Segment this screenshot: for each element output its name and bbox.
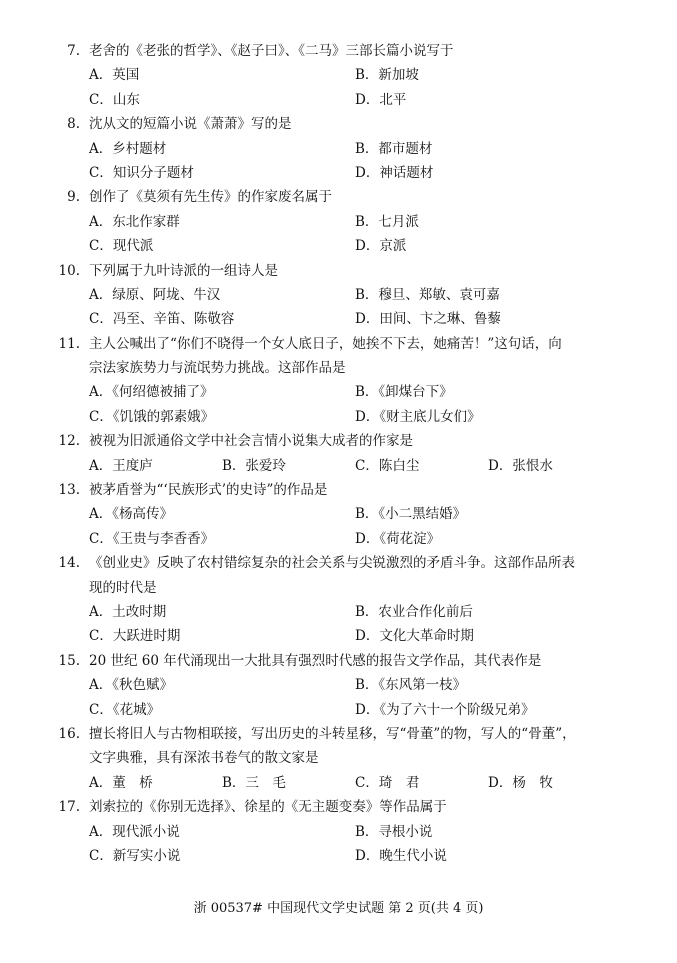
answer-option: C．陈白尘 (355, 457, 420, 474)
question-text: 擅长将旧人与古物相联接，写出历史的斗转星移，写“骨董”的物，写人的“骨董”， (89, 725, 576, 742)
answer-option: B．穆旦、郑敏、袁可嘉 (355, 286, 500, 303)
question-stem-line (0, 332, 677, 356)
answer-option: C．新写实小说 (89, 847, 181, 864)
answer-option: B．《小二黑结婚》 (355, 506, 467, 523)
question-number: 12. (58, 433, 80, 450)
question-text: 老舍的《老张的哲学》、《赵子曰》、《二马》三部长篇小说写于 (89, 43, 454, 59)
answer-option: D．杨 牧 (488, 774, 553, 791)
option-row (0, 454, 677, 478)
answer-option: C．《王贵与李香香》 (89, 530, 215, 547)
question-text: 被茅盾誉为“‘民族形式’的史诗”的作品是 (89, 482, 328, 499)
option-row (0, 698, 677, 722)
question-block (0, 795, 677, 868)
answer-option: D．《为了六十一个阶级兄弟》 (355, 701, 535, 718)
option-row (0, 234, 677, 258)
answer-option: C．大跃进时期 (89, 628, 181, 645)
option-row (0, 624, 677, 648)
page-footer: 浙 00537# 中国现代文学史试题 第 2 页(共 4 页) (193, 901, 484, 916)
question-stem-line (0, 429, 677, 453)
question-stem-line (0, 795, 677, 819)
question-number: 15. (58, 652, 80, 669)
answer-option: B．寻根小说 (355, 823, 433, 840)
question-text: 下列属于九叶诗派的一组诗人是 (89, 262, 278, 279)
question-number: 16. (58, 725, 80, 742)
answer-option: A．乡村题材 (89, 140, 167, 157)
answer-option: D．田间、卞之琳、鲁藜 (355, 311, 501, 328)
question-block (0, 112, 677, 185)
question-number: 11. (58, 335, 80, 352)
question-block (0, 551, 677, 649)
option-row (0, 137, 677, 161)
answer-option: B．《东风第一枝》 (355, 677, 467, 694)
answer-option: C．知识分子题材 (89, 164, 194, 181)
answer-option: D．文化大革命时期 (355, 628, 474, 645)
answer-option: A．现代派小说 (89, 823, 180, 840)
answer-option: B．《卸煤台下》 (355, 384, 453, 401)
question-text: 被视为旧派通俗文学中社会言情小说集大成者的作家是 (89, 433, 413, 450)
answer-option: B．张爱玲 (222, 457, 286, 474)
question-number: 17. (58, 799, 80, 816)
answer-option: C．琦 君 (355, 774, 420, 791)
question-stem-line (0, 551, 677, 575)
question-number: 10. (58, 262, 80, 279)
question-block (0, 478, 677, 551)
option-row (0, 844, 677, 868)
question-number: 13. (58, 482, 80, 499)
question-block (0, 259, 677, 332)
option-row (0, 771, 677, 795)
question-number: 7. (67, 43, 80, 59)
answer-option: A．《秋色赋》 (89, 677, 173, 694)
question-stem-line (0, 722, 677, 746)
answer-option: C．冯至、辛笛、陈敬容 (89, 311, 235, 328)
exam-page (0, 39, 677, 868)
question-number: 14. (58, 555, 80, 572)
answer-option: C．《花城》 (89, 701, 161, 718)
option-row (0, 405, 677, 429)
question-stem-line (0, 39, 677, 63)
question-stem-line (0, 112, 677, 136)
answer-option: C．山东 (89, 91, 140, 108)
answer-option: D．北平 (355, 91, 407, 108)
question-number: 9. (67, 189, 80, 206)
answer-option: B．新加坡 (355, 67, 419, 84)
answer-option: A．董 桥 (89, 774, 153, 791)
answer-option: C．《饥饿的郭素娥》 (89, 408, 215, 425)
option-row (0, 380, 677, 404)
option-row (0, 88, 677, 112)
question-text: 刘索拉的《你别无选择》、徐星的《无主题变奏》等作品属于 (89, 799, 447, 816)
question-text: 《创业史》反映了农村错综复杂的社会关系与尖锐激烈的矛盾斗争。这部作品所表 (89, 555, 575, 572)
question-block (0, 649, 677, 722)
option-row (0, 673, 677, 697)
answer-option: D．京派 (355, 238, 407, 255)
question-number: 8. (67, 116, 80, 133)
answer-option: A．东北作家群 (89, 213, 180, 230)
question-text: 主人公喊出了“你们不晓得一个女人底日子，她挨不下去，她痛苦！”这句话，向 (89, 335, 562, 352)
question-text: 沈从文的短篇小说《萧萧》写的是 (89, 116, 292, 133)
question-stem-line (0, 576, 677, 600)
question-text: 宗法家族势力与流氓势力挑战。这部作品是 (89, 360, 346, 377)
answer-option: B．三 毛 (222, 774, 286, 791)
answer-option: A．土改时期 (89, 603, 167, 620)
answer-option: B．都市题材 (355, 140, 433, 157)
question-text: 现的时代是 (89, 579, 157, 596)
answer-option: D．神话题材 (355, 164, 434, 181)
question-stem-line (0, 185, 677, 209)
answer-option: C．现代派 (89, 238, 154, 255)
option-row (0, 820, 677, 844)
question-block (0, 185, 677, 258)
answer-option: A．《杨高传》 (89, 506, 173, 523)
option-row (0, 210, 677, 234)
answer-option: D．《财主底儿女们》 (355, 408, 481, 425)
option-row (0, 63, 677, 87)
question-stem-line (0, 746, 677, 770)
answer-option: A．《何绍德被捕了》 (89, 384, 214, 401)
answer-option: A．英国 (89, 67, 140, 84)
question-text: 20 世纪 60 年代涌现出一大批具有强烈时代感的报告文学作品，其代表作是 (89, 652, 542, 669)
answer-option: A．王度庐 (89, 457, 153, 474)
option-row (0, 600, 677, 624)
question-block (0, 332, 677, 430)
answer-option: A．绿原、阿垅、牛汉 (89, 286, 221, 303)
question-block (0, 429, 677, 478)
question-stem-line (0, 478, 677, 502)
answer-option: B．七月派 (355, 213, 419, 230)
answer-option: D．张恨水 (488, 457, 553, 474)
question-block (0, 39, 677, 112)
answer-option: D．《荷花淀》 (355, 530, 441, 547)
option-row (0, 283, 677, 307)
question-block (0, 722, 677, 795)
question-stem-line (0, 259, 677, 283)
answer-option: D．晚生代小说 (355, 847, 447, 864)
option-row (0, 502, 677, 526)
question-text: 创作了《莫须有先生传》的作家废名属于 (89, 189, 332, 206)
question-stem-line (0, 649, 677, 673)
option-row (0, 527, 677, 551)
question-text: 文字典雅，具有深浓书卷气的散文家是 (89, 750, 319, 767)
option-row (0, 161, 677, 185)
question-stem-line (0, 356, 677, 380)
answer-option: B．农业合作化前后 (355, 603, 473, 620)
option-row (0, 307, 677, 331)
